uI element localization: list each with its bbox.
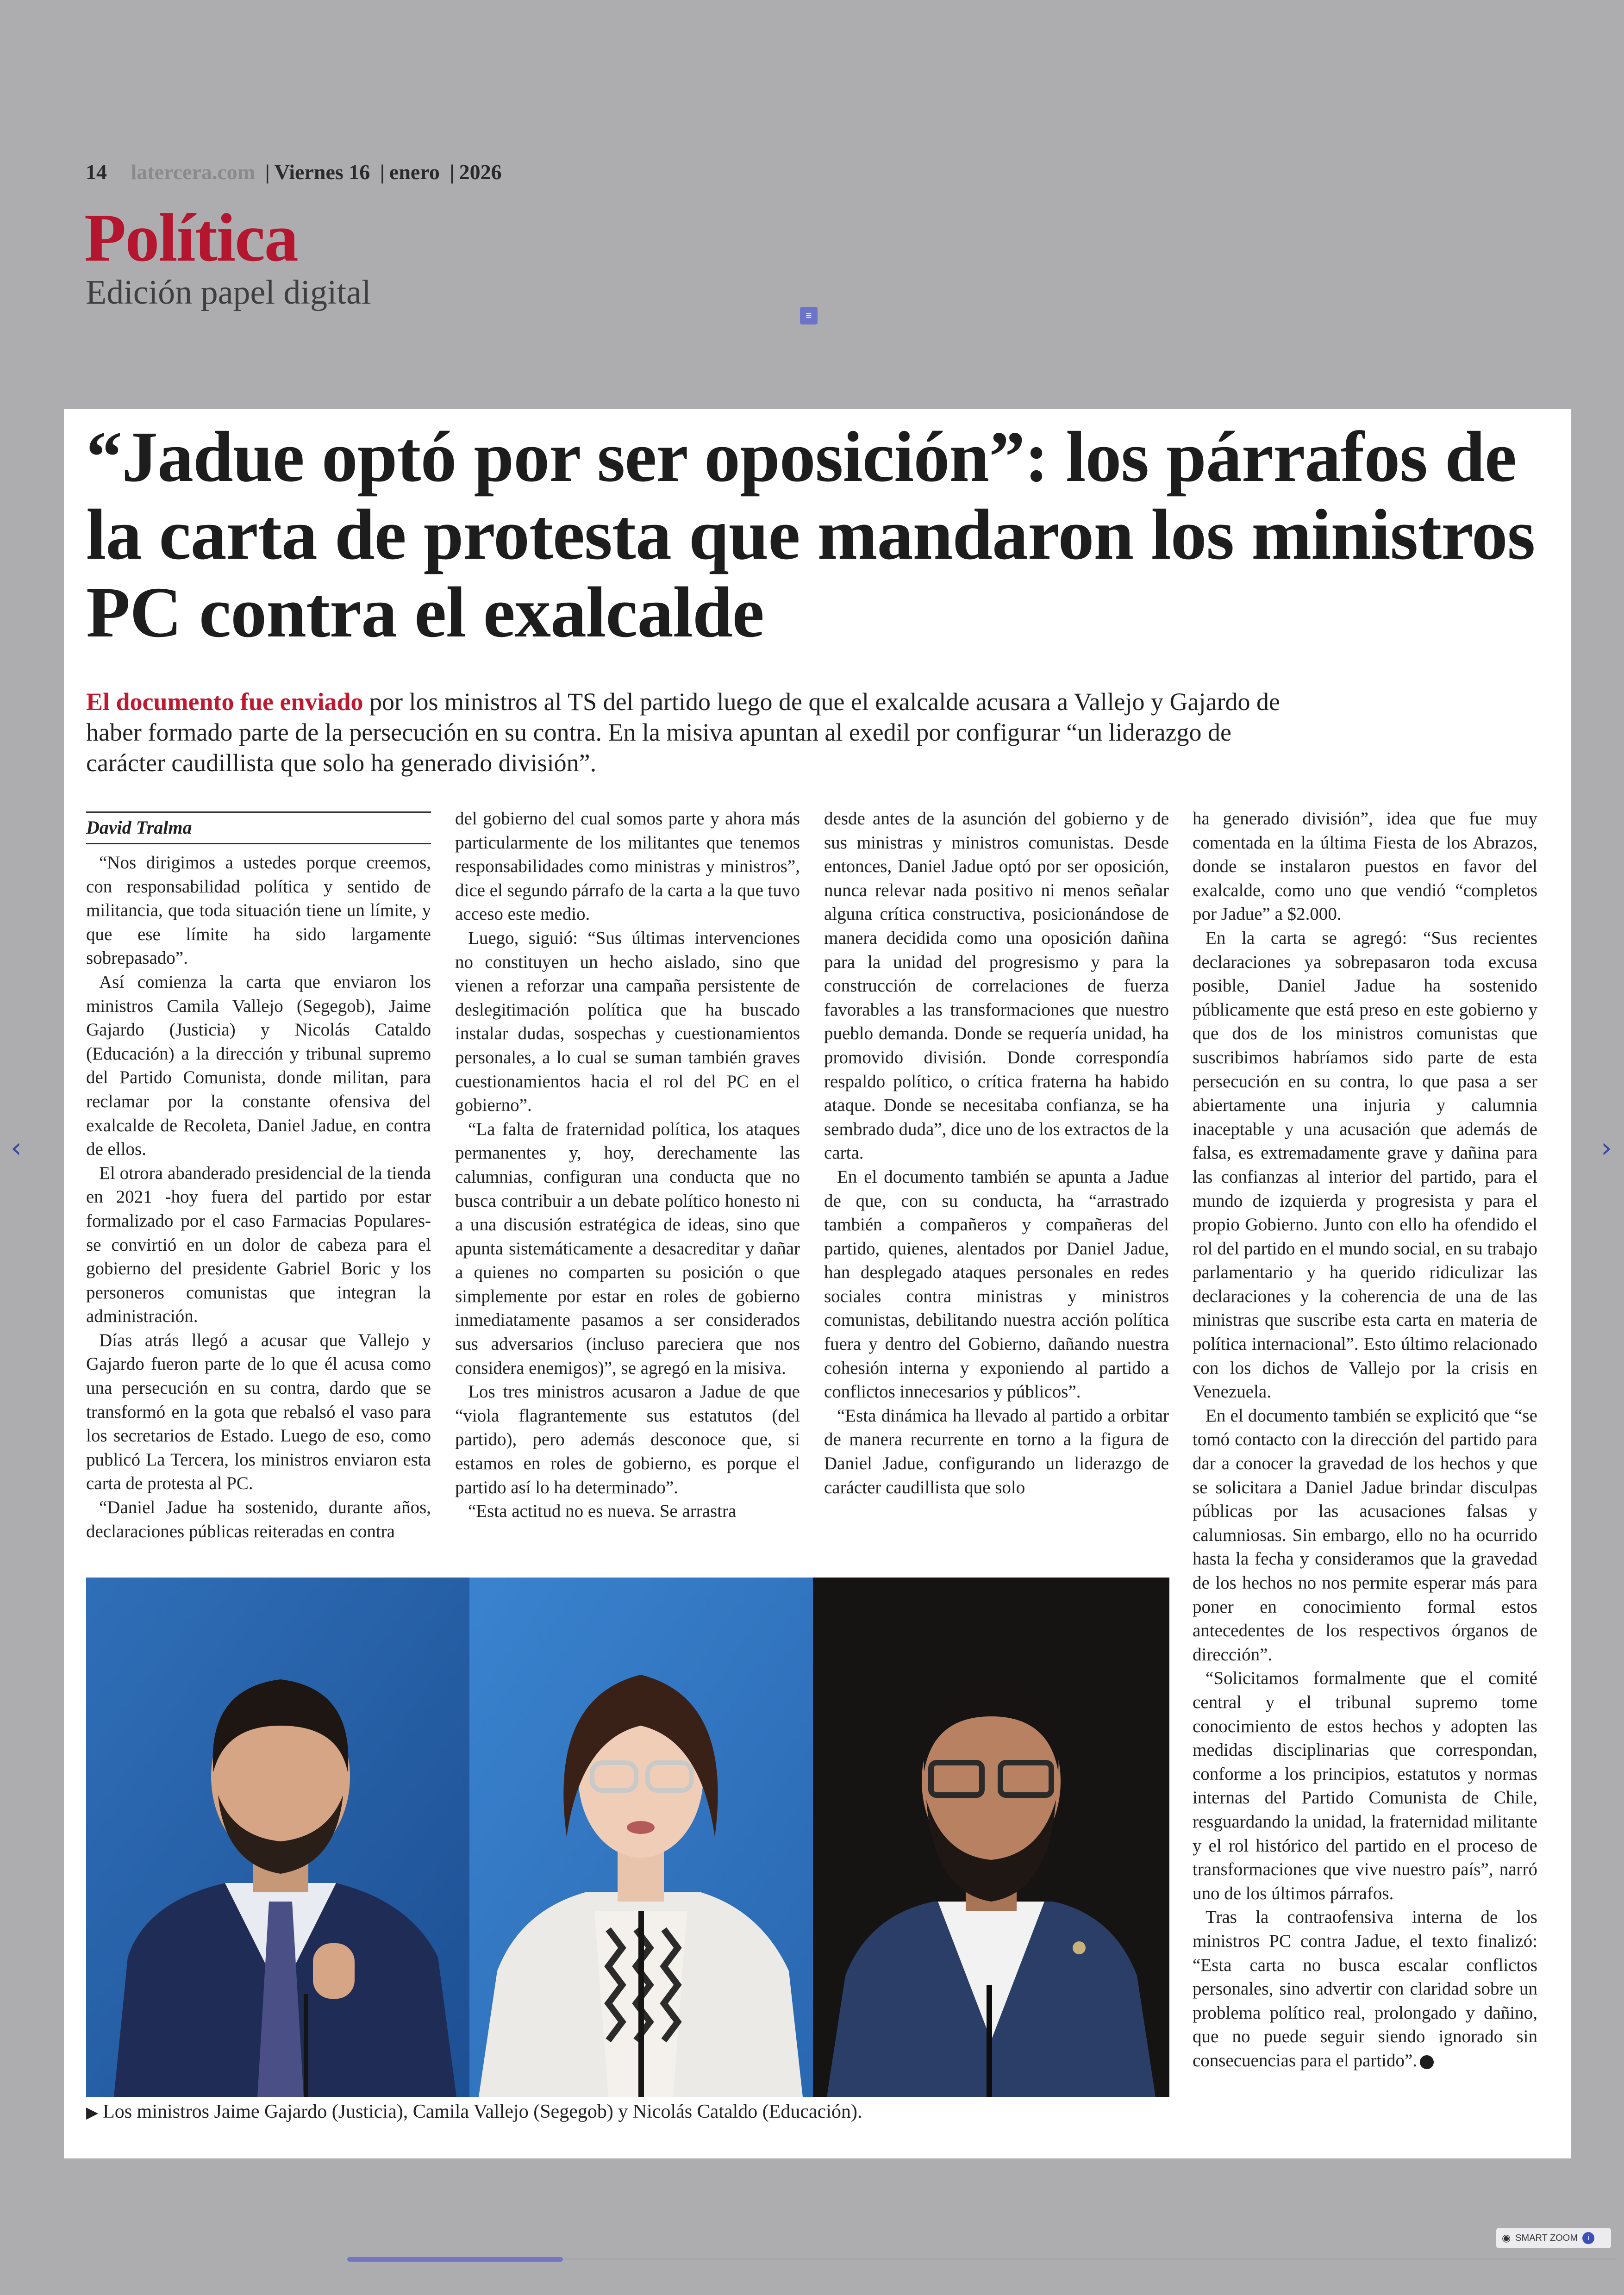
newspaper-page [64,409,1571,2158]
paragraph: ha generado división”, idea que fue muy comentada en la última Fiesta de los Abrazos, donde se instalaron puestos en favor del exalcalde, como uno que vendió “completos por Jadue” a $2.000. [1193,809,1537,924]
paragraph: “Solicitamos formalmente que el comité central y el tribunal supremo tome conocimiento de estos hechos y adopten las medidas disciplinarias que correspondan, conforme a los principios, estatutos y normas internas del Partido Comunista de Chile, resguardando la unidad, la fraternidad militante y el rol histórico del partido en el proceso de transformaciones que vive nuestro país”, narró uno de los últimos párrafos. [1193,1668,1537,1903]
smart-zoom-label: SMART ZOOM [1515,2233,1578,2243]
article-column-1 [86,851,431,1543]
paragraph: En el documento también se apunta a Jadue de que, con su conducta, ha “arrastrado también a compañeros y compañeras del partido, quienes, alentados por Daniel Jadue, han desplegado ataques personales en redes sociales contra ministras y ministros comunistas, debilitando nuestra acción política fuera y dentro del Gobierno, dañando nuestra cohesión interna y exponiendo al partido a conflictos innecesarios y públicos”. [824,1166,1169,1402]
paragraph: “Esta dinámica ha llevado al partido a orbitar de manera recurrente en torno a la figura de Daniel Jadue, configurando un liderazgo de carácter caudillista que solo [824,1405,1169,1497]
eye-icon: ◉ [1502,2232,1511,2244]
ministers-photo[interactable] [86,1578,1169,2097]
caption-arrow-icon: ▶ [86,2104,99,2121]
article-lede [86,686,1290,778]
issue-info: 14 latercera.com | Viernes 16 | enero | 2026 [86,160,502,184]
article-headline: “Jadue optó por ser oposición”: los párrafos de la carta de protesta que mandaron los ministros PC contra el exalcalde [86,417,1535,652]
caption-text: Los ministros Jaime Gajardo (Justicia), Camila Vallejo (Segegob) y Nicolás Cataldo (Educación). [103,2101,862,2122]
paragraph [1193,1905,1537,2072]
paragraph: En la carta se agregó: “Sus recientes declaraciones ya sobrepasaron toda excusa posible, Daniel Jadue ha sostenido públicamente que está preso en este gobierno y que dos de los ministros comunistas que suscribimos habríamos sido parte de esta persecución en su contra, lo que pasa a ser abiertamente una injuria y calumnia inaceptable y una acusación que además de falsa, es extremadamente grave y dañina para las confianzas al interior del partido, para el mundo de izquierda y progresista y para el propio Gobierno. Junto con ello ha ofendido el rol del partido en el mundo social, en su trabajo parlamentario y ha querido ridiculizar las declaraciones y la coherencia de una de las ministras que suscribe esta carta en materia de política internacional”. Esto último relacionado con los dichos de Vallejo por la crisis en Venezuela. [1193,928,1537,1402]
site-name: latercera.com [131,160,256,184]
paragraph: Luego, siguió: “Sus últimas intervenciones no constituyen un hecho aislado, sino que vienen a reforzar una campaña persistente de deslegitimación política que ha buscado instalar dudas, sospechas y cuestionamientos personales, a lo cual se suman también graves cuestionamientos hacia el rol del PC en el gobierno”. [455,928,800,1116]
edition-label: Edición papel digital [86,274,371,312]
paragraph: “Nos dirigimos a ustedes porque creemos, con responsabilidad política y sentido de militancia, que toda situación tiene un límite, y que ese límite ha sido largamente sobrepasado”. [86,853,431,968]
page-progress-indicator[interactable] [347,2257,563,2262]
next-page-chevron-icon[interactable]: › [1601,1132,1612,1164]
paragraph: “Daniel Jadue ha sostenido, durante años, declaraciones públicas reiteradas en contra [86,1497,431,1541]
paragraph: desde antes de la asunción del gobierno y de sus ministras y ministros comunistas. Desde entonces, Daniel Jadue optó por ser oposición, nunca relevar nada positivo ni menos señalar alguna crítica constructiva, posicionándose de manera decidida como una oposición dañina para la unidad del progresismo y para la construcción de correlaciones de fuerza favorables a las transformaciones que nuestro pueblo demanda. Donde se requería unidad, ha promovido división. Donde correspondía respaldo político, o crítica fraterna ha habido ataque. Donde se necesitaba confianza, se ha sembrado duda”, dice uno de los extractos de la carta. [824,809,1169,1163]
article-column-4 [1193,807,1537,2072]
page-number: 14 [86,160,107,184]
paragraph: del gobierno del cual somos parte y ahora más particularmente de los militantes que tenemos responsabilidades como ministras y ministros”, dice el segundo párrafo de la carta a la que tuvo acceso este medio. [455,809,800,924]
paragraph: Así comienza la carta que enviaron los ministros Camila Vallejo (Segegob), Jaime Gajardo (Justicia) y Nicolás Cataldo (Educación) a la dirección y tribunal supremo del Partido Comunista, donde militan, para reclamar por la constante ofensiva del exalcalde de Recoleta, Daniel Jadue, en contra de ellos. [86,972,431,1160]
info-badge-icon: i [1582,2232,1594,2244]
issue-day: Viernes 16 [274,160,370,184]
paragraph: En el documento también se explicitó que “se tomó contacto con la dirección del partido para dar a conocer la gravedad de los hechos y que se solicitara a Daniel Jadue brindar disculpas públicas por las acusaciones falsas y calumniosas. Sin embargo, ello no ha ocurrido hasta la fecha y consideramos que la gravedad de los hechos no nos permite esperar más para poner en conocimiento formal estos antecedentes de los respectivos órganos de dirección”. [1193,1405,1537,1665]
article-column-3 [824,807,1169,1499]
lede-rest: por los ministros al TS del partido luego de que el exalcalde acusara a Vallejo y Gajardo de haber formado parte de la persecución en su contra. En la misiva apuntan al exedil por configurar “un liderazgo de carácter caudillista que solo ha generado división”. [86,688,1280,777]
smart-zoom-button[interactable] [1496,2228,1611,2248]
byline: David Tralma [86,811,431,844]
end-of-article-icon [1420,2055,1434,2069]
photo-panel-vallejo [469,1578,813,2097]
page-marker-icon[interactable]: ≡ [800,307,818,324]
article-column-2 [455,807,800,1523]
lede-lead: El documento fue enviado [86,688,363,716]
photo-panel-cataldo [813,1578,1169,2097]
issue-year: 2026 [459,160,502,184]
section-title: Política [84,200,298,276]
paragraph: Los tres ministros acusaron a Jadue de que “viola flagrantemente sus estatutos (del partido), pero además desconoce que, si estamos en roles de gobierno, es porque el partido así lo ha determinado”. [455,1382,800,1497]
paragraph: El otrora abanderado presidencial de la tienda en 2021 -hoy fuera del partido por estar formalizado por el caso Farmacias Populares- se convirtió en un dolor de cabeza para el gobierno del presidente Gabriel Boric y los personeros comunistas que integran la administración. [86,1163,431,1327]
issue-month: enero [389,160,440,184]
previous-page-chevron-icon[interactable]: ‹ [11,1132,22,1164]
paragraph: “Esta actitud no es nueva. Se arrastra [468,1501,737,1522]
photo-caption [86,2101,1197,2123]
paragraph: Días atrás llegó a acusar que Vallejo y Gajardo fueron parte de lo que él acusa como una persecución en su contra, dardo que se transformó en la gota que rebalsó el vaso para los secretarios de Estado. Luego de eso, como publicó La Tercera, los ministros enviaron esta carta de protesta al PC. [86,1330,431,1494]
paragraph: “La falta de fraternidad política, los ataques permanentes y, hoy, derechamente las calumnias, configuran una conducta que no busca contribuir a un debate político honesto ni a una discusión estratégica de ideas, sino que apunta sistemáticamente a desacreditar y dañar a quienes no comparten su posición o que simplemente por estar en roles de gobierno inmediatamente pasamos a ser considerados sus adversarios (incluso pareciera que nos considera enemigos)”, se agregó en la misiva. [455,1119,800,1378]
final-paragraph-text: Tras la contraofensiva interna de los ministros PC contra Jadue, el texto finalizó: “Esta carta no busca escalar conflictos personales, sino advertir con claridad sobre un problema político real, prolongado y dañino, que no puede seguir siendo ignorado sin consecuencias para el partido”. [1193,1907,1537,2070]
photo-panel-gajardo [86,1578,469,2097]
